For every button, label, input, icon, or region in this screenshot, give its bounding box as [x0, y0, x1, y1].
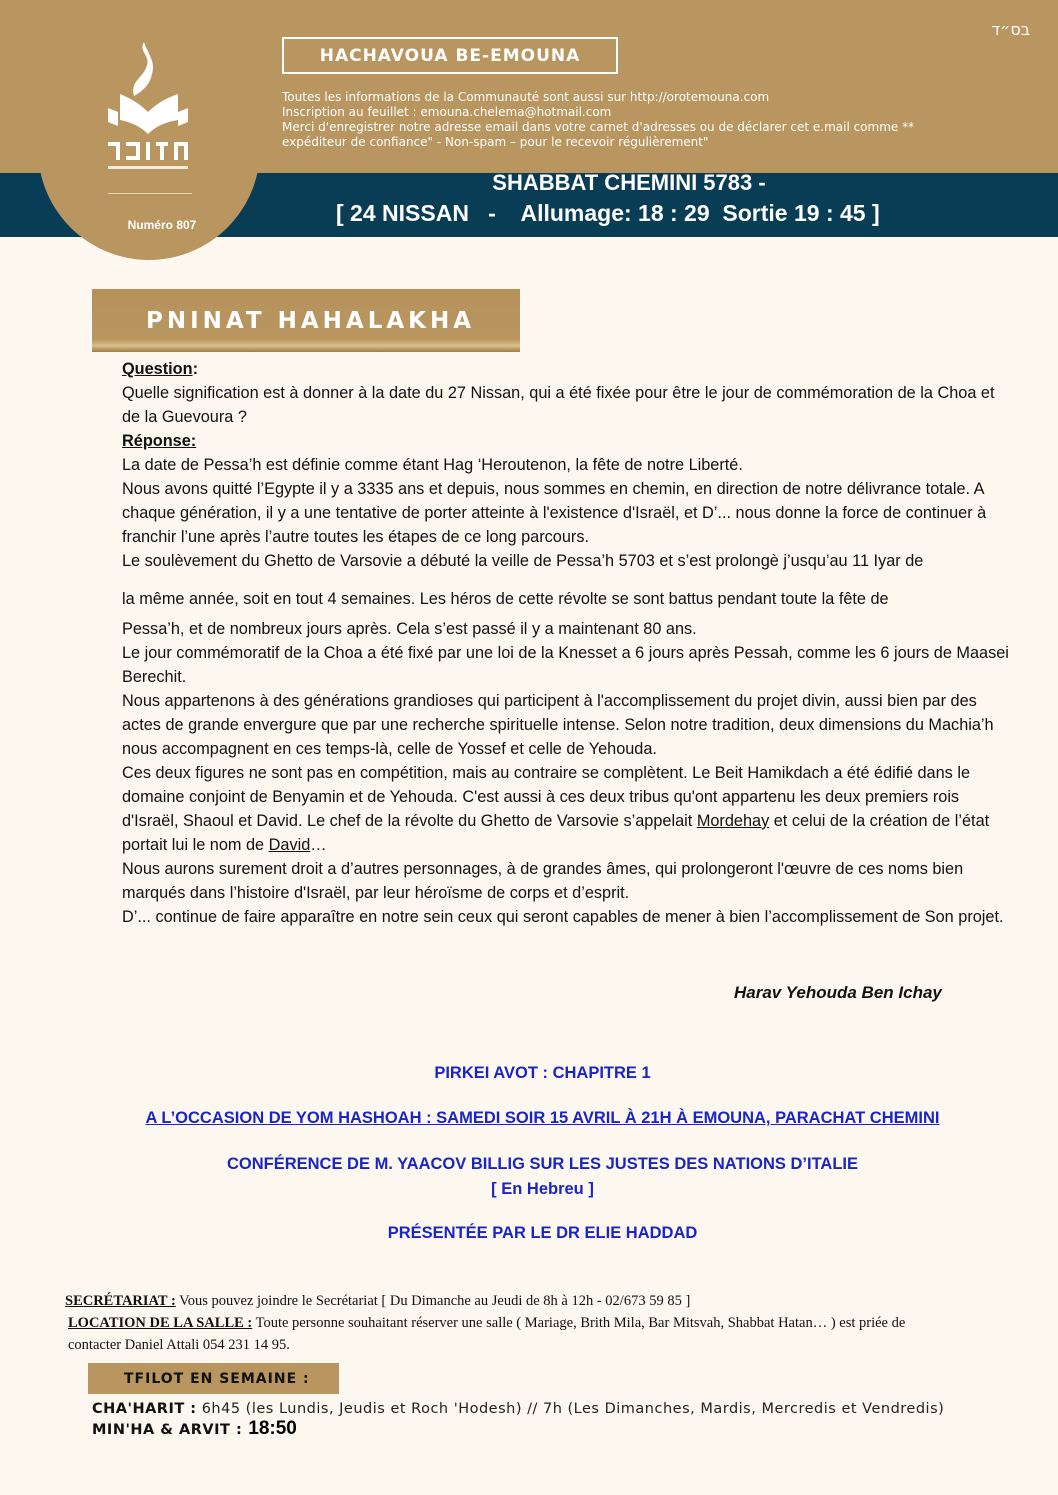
info-line: Merci d'enregistrer notre adresse email dans votre carnet d'adresses ou de déclarer cet e.mail comme **	[282, 120, 915, 134]
minha-line	[92, 1418, 297, 1440]
paragraph: D’... continue de faire apparaître en notre sein ceux qui seront capables de mener à bien l’accomplissement de Son projet.	[122, 908, 1004, 926]
issue-number: Numéro 807	[127, 218, 197, 232]
minha-label: MIN'HA & ARVIT :	[92, 1422, 243, 1438]
conference-language: [ En Hebreu ]	[491, 1180, 594, 1198]
paragraph: La date de Pessa’h est définie comme étant Hag ‘Heroutenon, la fête de notre Liberté.	[122, 456, 743, 474]
info-line: expéditeur de confiance" - Non-spam – pour le recevoir régulièrement"	[282, 135, 709, 149]
minha-time: 18:50	[248, 1418, 297, 1439]
shabbat-title: SHABBAT CHEMINI 5783 -	[492, 170, 766, 195]
author-signature: Harav Yehouda Ben Ichay	[734, 983, 942, 1002]
paragraph: Le soulèvement du Ghetto de Varsovie a débuté la veille de Pessa’h 5703 et s’est prolongè j’usqu’au 11 Iyar de	[122, 552, 924, 570]
chaharit-line: CHA'HARIT : 6h45 (les Lundis, Jeudis et Roch 'Hodesh) // 7h (Les Dimanches, Mardis, Mercredis et Vendredis)	[92, 1401, 945, 1417]
info-line: Toutes les informations de la Communauté sont aussi sur http://orotemouna.com	[282, 90, 770, 104]
pirkei-avot: PIRKEI AVOT : CHAPITRE 1	[434, 1064, 651, 1082]
yom-hashoah-link[interactable]: A L’OCCASION DE YOM HASHOAH : SAMEDI SOIR 15 AVRIL À 21H À EMOUNA, PARACHAT CHEMINI	[145, 1109, 940, 1127]
bsd-mark: בס״ד	[991, 20, 1030, 39]
reponse-label: Réponse:	[122, 432, 197, 450]
shabbat-times: [ 24 NISSAN - Allumage: 18 : 29 Sortie 19 : 45 ]	[336, 200, 880, 226]
paragraph: Nous avons quitté l’Egypte il y a 3335 ans et depuis, nous sommes en chemin, en direction de notre délivrance totale. A chaque génération, il y a une tentative de porter atteinte à l'existence d'Israël, et D’... nous donne la force de continuer à franchir l’une après l’autre toutes les étapes de ce long parcours.	[122, 480, 987, 546]
paragraph: Nous appartenons à des générations grandioses qui participent à l'accomplissement du projet divin, aussi bien par des actes de grande envergure que par une recherche spirituelle intense. Selon notre tradition, deux dimensions du Machia’h nous accompagnent en ces temps-là, celle de Yossef et celle de Yehouda.	[122, 692, 994, 758]
secretariat-line: SECRÉTARIAT : Vous pouvez joindre le Secrétariat [ Du Dimanche au Jeudi de 8h à 12h - 02/673 59 85 ]	[65, 1293, 691, 1309]
article-body: Question: Quelle signification est à donner à la date du 27 Nissan, qui a été fixée pour être le jour de commémoration de la Choa et de la Guevoura ? Réponse: La date de Pessa’h est définie comme étant Hag ‘Heroutenon, la fête de notre Liberté. Nous avons quitté l’Egypte il y a 3335 ans et depuis, nous sommes en chemin, en direction de notre délivrance totale. A chaque génération, il y a une tentative de porter atteinte à l'existence d'Israël, et D’... nous donne la force de continuer à franchir l’une après l’autre toutes les étapes de ce long parcours. Le soulèvement du Ghetto de Varsovie a débuté la veille de Pessa’h 5703 et s’est prolongè j’usqu’au 11 Iyar de la même année, soit en tout 4 semaines. Les héros de cette révolte se sont battus pendant toute la fête de Pessa’h, et de nombreux jours après. Cela s’est passé il y a maintenant 80 ans. Le jour commémoratif de la Choa a été fixé par une loi de la Knesset a 6 jours après Pessah, comme les 6 jours de Maasei Berechit. Nous appartenons à des générations grandioses qui participent à l'accomplissement du projet divin, aussi bien par des actes de grande envergure que par une recherche spirituelle intense. Selon notre tradition, deux dimensions du Machia’h nous accompagnent en ces temps-là, celle de Yossef et celle de Yehouda. Ces deux figures ne sont pas en compétition, mais au contraire se complètent. Le Beit Hamikdach a été édifié dans le domaine conjoint de Benyamin et de Yehouda. C'est aussi à ces deux tribus qu'ont appartenu les deux premiers rois d'Israël, Shaoul et David. Le chef de la révolte du Ghetto de Varsovie s’appelait Mordehay et celui de la création de l’état portait lui le nom de David… Nous aurons surement droit a d’autres personnages, à de grandes âmes, qui prolongeront l'œuvre de ces noms bien marqués dans l’histoire d'Israël, par leur héroïsme de corps et d’esprit. D’... continue de faire apparaître en notre sein ceux qui seront capables de mener à bien l’accomplissement de Son projet.	[122, 357, 1012, 929]
newsletter-title: HACHAVOUA BE-EMOUNA	[282, 37, 618, 74]
question-text: Quelle signification est à donner à la date du 27 Nissan, qui a été fixée pour être le jour de commémoration de la Choa et de la Guevoura ?	[122, 384, 995, 426]
conference-title: CONFÉRENCE DE M. YAACOV BILLIG SUR LES JUSTES DES NATIONS D’ITALIE	[226, 1155, 859, 1173]
name-david: David	[268, 836, 311, 854]
section-title: PNINAT HAHALAKHA	[92, 289, 520, 352]
paragraph: Le jour commémoratif de la Choa a été fixé par une loi de la Knesset a 6 jours après Pessah, comme les 6 jours de Maasei Berechit.	[122, 644, 1009, 686]
paragraph: Nous aurons surement droit a d’autres personnages, à de grandes âmes, qui prolongeront l'œuvre de ces noms bien marqués dans l’histoire d'Israël, par leur héroïsme de corps et d’esprit.	[122, 860, 964, 902]
header-info	[282, 90, 914, 150]
info-line: Inscription au feuillet : emouna.chelema@hotmail.com	[282, 105, 612, 119]
location-line: LOCATION DE LA SALLE : Toute personne souhaitant réserver une salle ( Mariage, Brith Mila, Bar Mitsvah, Shabbat Hatan… ) est priée de contacter Daniel Attali 054 231 14 95.	[68, 1315, 906, 1353]
location-label: LOCATION DE LA SALLE :	[68, 1315, 253, 1331]
yom-hashoah-line	[0, 1109, 1058, 1128]
question-label: Question	[122, 360, 193, 378]
secretariat-label: SECRÉTARIAT :	[65, 1293, 176, 1309]
conference-presenter: PRÉSENTÉE PAR LE DR ELIE HADDAD	[387, 1224, 698, 1242]
name-mordehay: Mordehay	[696, 812, 770, 830]
paragraph: Pessa’h, et de nombreux jours après. Cela s’est passé il y a maintenant 80 ans.	[122, 620, 697, 638]
paragraph: la même année, soit en tout 4 semaines. Les héros de cette révolte se sont battus pendant toute la fête de	[122, 590, 889, 608]
tfilot-title: TFILOT EN SEMAINE :	[88, 1363, 339, 1394]
paragraph: Ces deux figures ne sont pas en compétition, mais au contraire se complètent. Le Beit Hamikdach a été édifié dans le domaine conjoint de Benyamin et de Yehouda. C'est aussi à ces deux tribus qu'ont appartenu les deux premiers rois d'Israël, Shaoul et David. Le chef de la révolte du Ghetto de Varsovie s’appelait Mordehay et celui de la création de l’état portait lui le nom de David…	[122, 764, 990, 854]
chaharit-label: CHA'HARIT :	[92, 1401, 197, 1417]
emouna-logo-icon	[100, 38, 196, 178]
